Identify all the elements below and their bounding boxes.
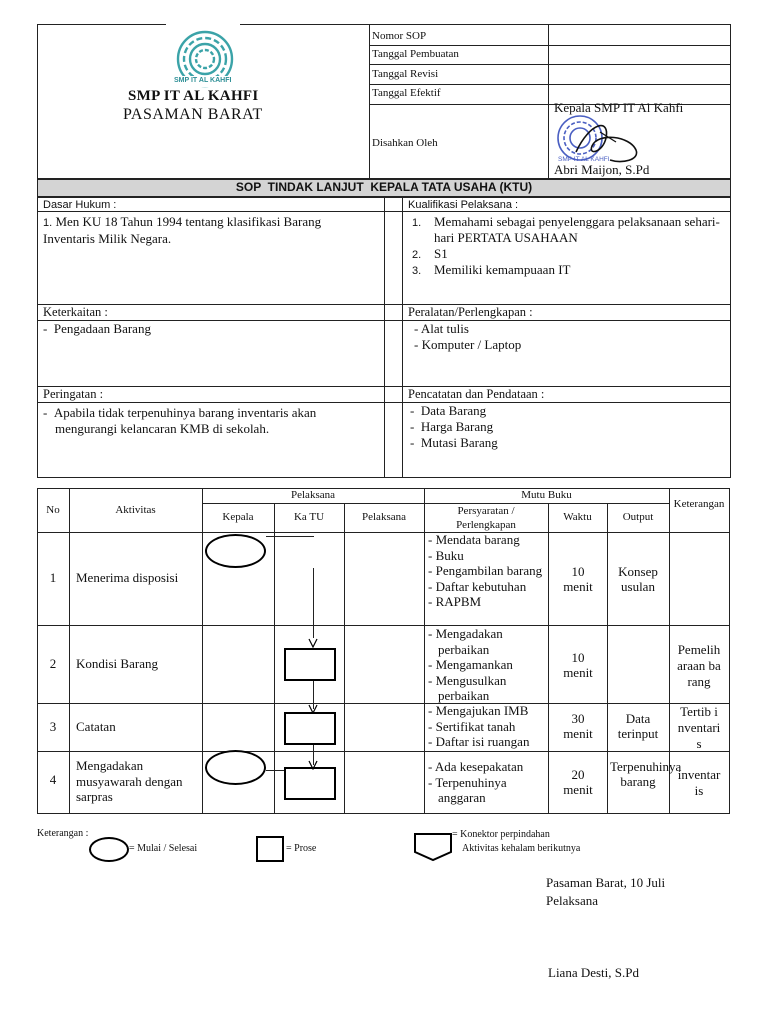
col-ka-tu: Ka TU (293, 511, 325, 523)
row-no: 3 (49, 719, 57, 734)
col-aktivitas: Aktivitas (115, 504, 156, 516)
approver-title: Kepala SMP IT Al Kahfi (554, 100, 684, 115)
row-output: Terpenuhinya barang (610, 759, 682, 789)
meta-label-tanggal-pembuatan: Tanggal Pembuatan (372, 48, 459, 60)
row-no: 4 (49, 772, 57, 787)
meta-label-tanggal-efektif: Tanggal Efektif (372, 87, 441, 99)
footer-role: Pelaksana (546, 893, 598, 908)
sop-title: SOP TINDAK LANJUT KEPALA TATA USAHA (KTU) (235, 180, 533, 194)
peralatan-item: - Alat tulis (414, 321, 469, 336)
legend-konektor-desc: Aktivitas kehalam berikutnya (462, 843, 581, 854)
logo-text: SMP IT AL KAHFI (174, 77, 232, 84)
approver-name: Abri Maijon, S.Pd (554, 162, 650, 177)
col-mutu-buku: Mutu Buku (521, 489, 572, 501)
legend-connector-icon (413, 832, 453, 862)
pencatatan-item: - Data Barang (410, 403, 487, 418)
kualifikasi-item: Memiliki kemampuaan IT (434, 262, 571, 277)
pencatatan-item: - Harga Barang (410, 419, 494, 434)
row-aktivitas: Catatan (76, 719, 116, 734)
col-keterangan: Keterangan (673, 498, 725, 510)
dasar-hukum-list: 1. Men KU 18 Tahun 1994 tentang klasifikasi Barang Inventaris Milik Negara. (43, 214, 322, 246)
legend-label: Keterangan : (37, 828, 89, 839)
flow-process-box[interactable] (284, 767, 336, 800)
col-persyaratan: Persyaratan / Perlengkapan (456, 505, 516, 531)
row-waktu: 10 menit (563, 650, 593, 680)
stamp-text: SMP IT AL KAHFI (558, 156, 610, 163)
legend-konektor: = Konektor perpindahan (452, 829, 550, 840)
row-no: 1 (49, 570, 57, 585)
meta-label-nomor-sop: Nomor SOP (372, 30, 427, 42)
row-keterangan: Pemeliharaan barang (677, 642, 721, 689)
keterkaitan-label: Keterkaitan : (43, 305, 108, 319)
legend-oval-icon (89, 837, 129, 862)
peralatan-label: Peralatan/Perlengkapan : (408, 305, 533, 319)
peringatan-label: Peringatan : (43, 387, 104, 401)
kualifikasi-label: Kualifikasi Pelaksana : (408, 199, 519, 211)
flow-process-box[interactable] (284, 648, 336, 681)
row-keterangan: inventaris (677, 767, 721, 798)
col-pelaksana: Pelaksana (362, 511, 406, 523)
row-output: Data terinput (617, 711, 659, 741)
disahkan-label: Disahkan Oleh (372, 137, 438, 149)
row-persyaratan: - Mengadakan perbaikan - Mengamankan - Mengusulkan perbaikan (428, 626, 513, 703)
row-no: 2 (49, 656, 57, 671)
row-output: Konsep usulan (618, 564, 658, 594)
row-waktu: 30 menit (563, 711, 593, 741)
arrow-down-icon (308, 638, 318, 648)
row-aktivitas: Menerima disposisi (76, 570, 179, 585)
legend-proses: = Prose (286, 843, 317, 854)
meta-label-tanggal-revisi: Tanggal Revisi (372, 68, 439, 80)
row-persyaratan: - Ada kesepakatan - Terpenuhinya anggaran (428, 759, 524, 805)
dasar-hukum-item: Men KU 18 Tahun 1994 tentang klasifikasi Barang Inventaris Milik Negara. (43, 214, 322, 246)
col-output: Output (622, 511, 654, 523)
legend-rect-icon (256, 836, 284, 862)
kualifikasi-item: Memahami sebagai penyelenggara pelaksanaan sehari-hari PERTATA USAHAAN (434, 214, 720, 245)
row-persyaratan: - Mengajukan IMB - Sertifikat tanah - Daftar isi ruangan (428, 703, 530, 749)
school-name: SMP IT AL KAHFI (128, 88, 259, 104)
keterkaitan-item: - Pengadaan Barang (43, 321, 151, 336)
pencatatan-item: - Mutasi Barang (410, 435, 498, 450)
row-aktivitas: Mengadakan musyawarah dengan sarpras (76, 758, 183, 804)
row-waktu: 10 menit (563, 564, 593, 594)
col-pelaksana-group: Pelaksana (291, 489, 335, 501)
pencatatan-label: Pencatatan dan Pendataan : (408, 387, 545, 401)
col-kepala: Kepala (222, 511, 254, 523)
row-persyaratan: - Mendata barang - Buku - Pengambilan barang - Daftar kebutuhan - RAPBM (428, 532, 543, 609)
row-aktivitas: Kondisi Barang (76, 656, 158, 671)
peralatan-item: - Komputer / Laptop (414, 337, 522, 352)
col-waktu: Waktu (563, 511, 592, 523)
dasar-hukum-label: Dasar Hukum : (43, 199, 117, 211)
kualifikasi-list: 1. Memahami sebagai penyelenggara pelaksanaan sehari-hari PERTATA USAHAAN 2. S1 3. Memiliki kemampuaan IT (412, 214, 720, 277)
col-no: No (46, 504, 60, 516)
row-waktu: 20 menit (563, 767, 593, 797)
footer-name: Liana Desti, S.Pd (548, 965, 639, 980)
flow-start-oval[interactable] (205, 534, 266, 568)
flow-process-box[interactable] (284, 712, 336, 745)
peringatan-item: - Apabila tidak terpenuhinya barang inventaris akan mengurangi kelancaran KMB di sekolah. (43, 405, 317, 436)
kualifikasi-item: S1 (434, 246, 448, 261)
row-keterangan: Tertib inventaris (677, 704, 721, 751)
footer-place-date: Pasaman Barat, 10 Juli (546, 875, 666, 890)
legend-mulai: = Mulai / Selesai (129, 843, 198, 854)
flow-end-oval[interactable] (205, 750, 266, 785)
school-location: PASAMAN BARAT (123, 106, 263, 123)
